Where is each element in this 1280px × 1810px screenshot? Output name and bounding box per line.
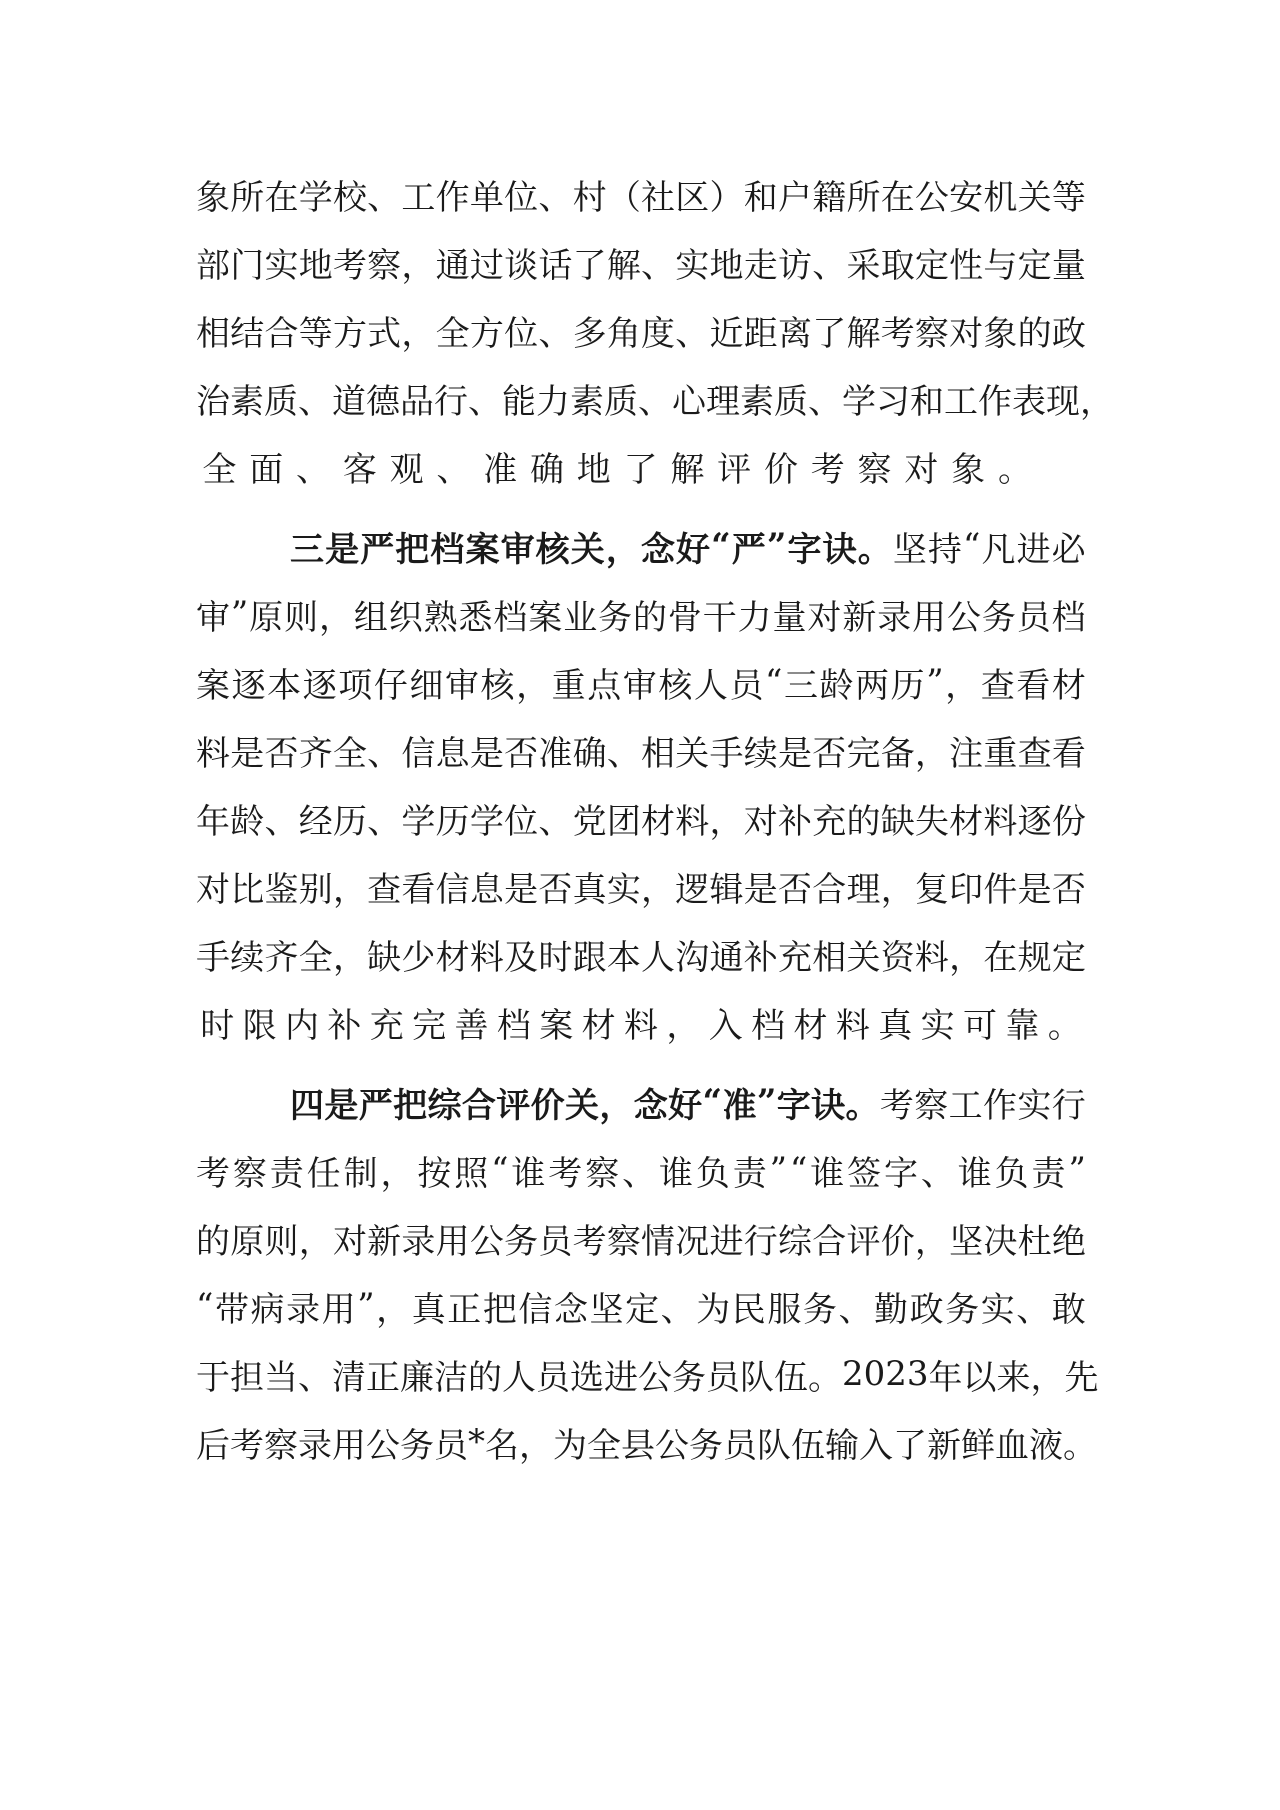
text-line: 四 是 严 把 综 合 评 价 关 ， 念 好 “ 准 ” 字 诀 。 考 察 工 作 实 行 <box>290 1082 1086 1126</box>
text-line: 部 门 实 地 考 察 ， 通 过 谈 话 了 解 、 实 地 走 访 、 采 取 定 性 与 定 量 <box>196 245 1086 286</box>
text-line: 全 面 、 客 观 、 准 确 地 了 解 评 价 考 察 对 象 。 <box>202 449 1032 490</box>
text-line: 时 限 内 补 充 完 善 档 案 材 料 ， 入 档 材 料 真 实 可 靠 。 <box>200 1005 1082 1046</box>
text-line: 于 担 当 、 清 正 廉 洁 的 人 员 选 进 公 务 员 队 伍 。 2023 年 以 来 ， 先 <box>196 1354 1099 1398</box>
text-line: 的 原 则 ， 对 新 录 用 公 务 员 考 察 情 况 进 行 综 合 评 价 ， 坚 决 杜 绝 <box>196 1221 1086 1262</box>
paragraph-p-three <box>196 512 1086 1056</box>
text-line: 后 考 察 录 用 公 务 员 * 名 ， 为 全 县 公 务 员 队 伍 输 入 了 新 鲜 血 液 。 <box>196 1422 1097 1466</box>
text-line: “ 带 病 录 用 ” ， 真 正 把 信 念 坚 定 、 为 民 服 务 、 勤 政 务 实 、 敢 <box>196 1286 1086 1330</box>
paragraph-p-four <box>196 1068 1099 1476</box>
text-line: 相 结 合 等 方 式 ， 全 方 位 、 多 角 度 、 近 距 离 了 解 考 察 对 象 的 政 <box>196 313 1086 354</box>
text-line: 料 是 否 齐 全 、 信 息 是 否 准 确 、 相 关 手 续 是 否 完 备 ， 注 重 查 看 <box>196 733 1086 774</box>
text-line: 案 逐 本 逐 项 仔 细 审 核 ， 重 点 审 核 人 员 “ 三 龄 两 历 ” ， 查 看 材 <box>196 662 1086 706</box>
text-line: 年 龄 、 经 历 、 学 历 学 位 、 党 团 材 料 ， 对 补 充 的 缺 失 材 料 逐 份 <box>196 801 1086 842</box>
paragraph-gap <box>196 500 1086 512</box>
text-line: 治 素 质 、 道 德 品 行 、 能 力 素 质 、 心 理 素 质 、 学 习 和 工 作 表 现 ， <box>196 381 1114 422</box>
text-line: 象 所 在 学 校 、 工 作 单 位 、 村 （ 社 区 ） 和 户 籍 所 在 公 安 机 关 等 <box>196 177 1086 218</box>
paragraph-p-continued <box>196 160 1114 500</box>
document-body <box>196 160 1114 1476</box>
text-line: 对 比 鉴 别 ， 查 看 信 息 是 否 真 实 ， 逻 辑 是 否 合 理 ， 复 印 件 是 否 <box>196 869 1086 910</box>
text-line: 手 续 齐 全 ， 缺 少 材 料 及 时 跟 本 人 沟 通 补 充 相 关 资 料 ， 在 规 定 <box>196 937 1086 978</box>
paragraph-gap <box>196 1056 1086 1068</box>
text-line: 审 ” 原 则 ， 组 织 熟 悉 档 案 业 务 的 骨 干 力 量 对 新 录 用 公 务 员 档 <box>196 594 1086 638</box>
text-line: 三 是 严 把 档 案 审 核 关 ， 念 好 “ 严 ” 字 诀 。 坚 持 “ 凡 进 必 <box>290 526 1086 570</box>
text-line: 考 察 责 任 制 ， 按 照 “ 谁 考 察 、 谁 负 责 ” “ 谁 签 字 、 谁 负 责 ” <box>196 1150 1086 1194</box>
